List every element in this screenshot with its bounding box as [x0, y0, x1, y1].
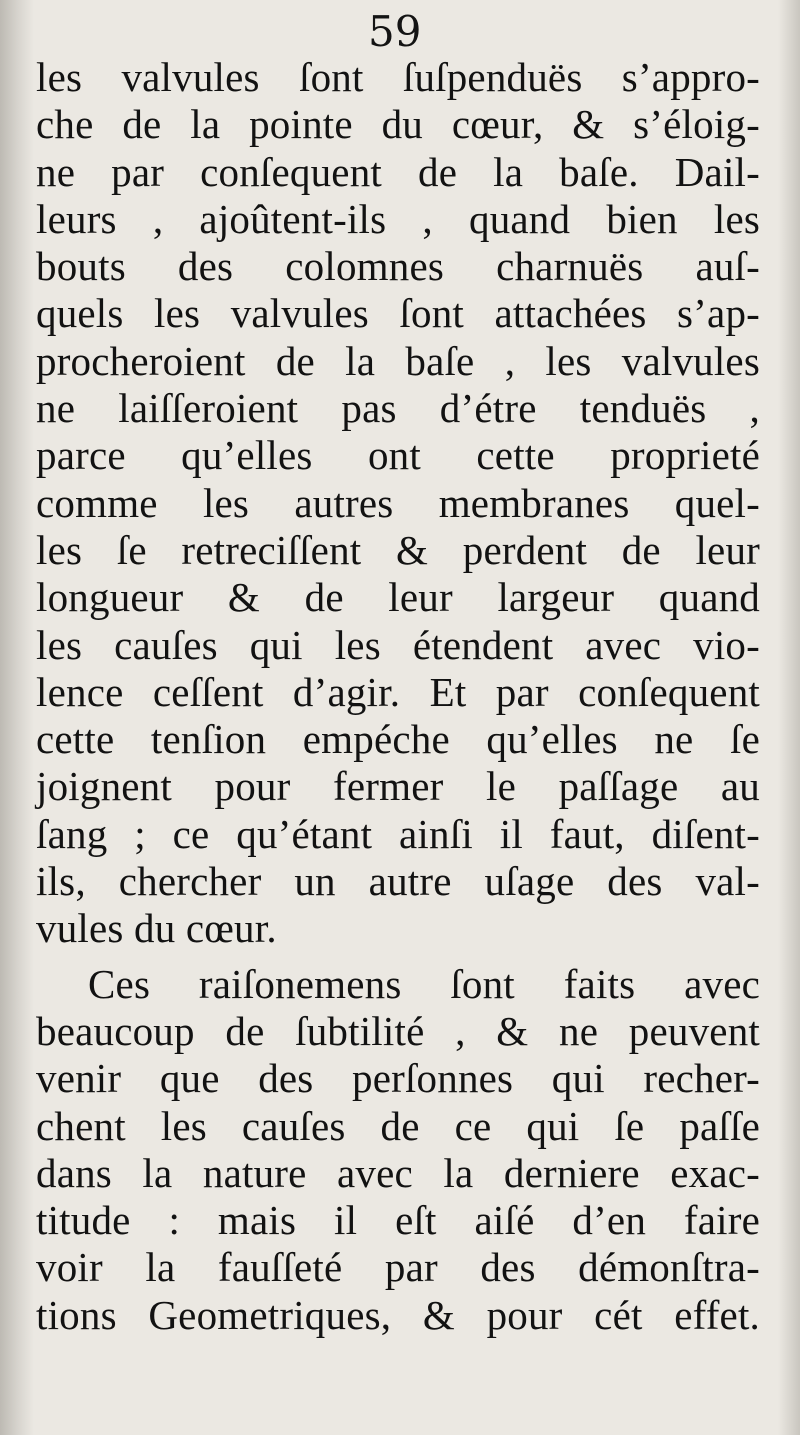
page-number: 59: [368, 7, 422, 56]
text-line: tions Geometriques, & pour cét effet.: [36, 1291, 760, 1338]
page-text: [36, 54, 760, 1339]
text-line: vules du cœur.: [36, 905, 277, 952]
text-line: venir que des perſonnes qui recher-: [36, 1055, 760, 1102]
text-line: ne par conſequent de la baſe. Dail-: [36, 148, 760, 195]
text-line: les valvules ſont ſuſpenduës s’appro-: [36, 54, 760, 100]
text-line: dans la nature avec la derniere exac-: [36, 1149, 760, 1196]
text-line: les cauſes qui les étendent avec vio-: [36, 621, 760, 668]
text-line: Ces raiſonemens ſont faits avec: [88, 960, 760, 1007]
text-line: les ſe retreciſſent & perdent de leur: [36, 526, 760, 573]
text-line: procheroient de la baſe , les valvules: [36, 337, 760, 384]
text-line: bouts des colomnes charnuës auſ-: [36, 243, 760, 290]
text-line: cette tenſion empéche qu’elles ne ſe: [36, 716, 760, 763]
text-line: ſang ; ce qu’étant ainſi il faut, diſent-: [36, 810, 760, 857]
text-line: beaucoup de ſubtilité , & ne peuvent: [36, 1007, 760, 1054]
text-line: quels les valvules ſont attachées s’ap-: [36, 290, 760, 337]
text-line: ne laiſſeroient pas d’étre tenduës ,: [36, 385, 760, 432]
paragraph-2: [36, 961, 760, 1339]
page-gutter-shadow: [0, 0, 34, 1435]
text-line: joignent pour fermer le paſſage au: [36, 763, 760, 810]
text-line: longueur & de leur largeur quand: [36, 574, 760, 621]
text-line: parce qu’elles ont cette proprieté: [36, 432, 760, 479]
text-line: leurs , ajoûtent-ils , quand bien les: [36, 195, 760, 242]
text-line: comme les autres membranes quel-: [36, 479, 760, 526]
text-line: che de la pointe du cœur, & s’éloig-: [36, 101, 760, 148]
text-line: ils, chercher un autre uſage des val-: [36, 858, 760, 905]
text-line: titude : mais il eſt aiſé d’en faire: [36, 1197, 760, 1244]
text-line: voir la fauſſeté par des démonſtra-: [36, 1244, 760, 1291]
page-edge-shadow: [778, 0, 800, 1435]
paragraph-gap: [36, 953, 760, 961]
paragraph-1: [36, 54, 760, 953]
text-line: lence ceſſent d’agir. Et par conſequent: [36, 668, 760, 715]
text-line: chent les cauſes de ce qui ſe paſſe: [36, 1102, 760, 1149]
